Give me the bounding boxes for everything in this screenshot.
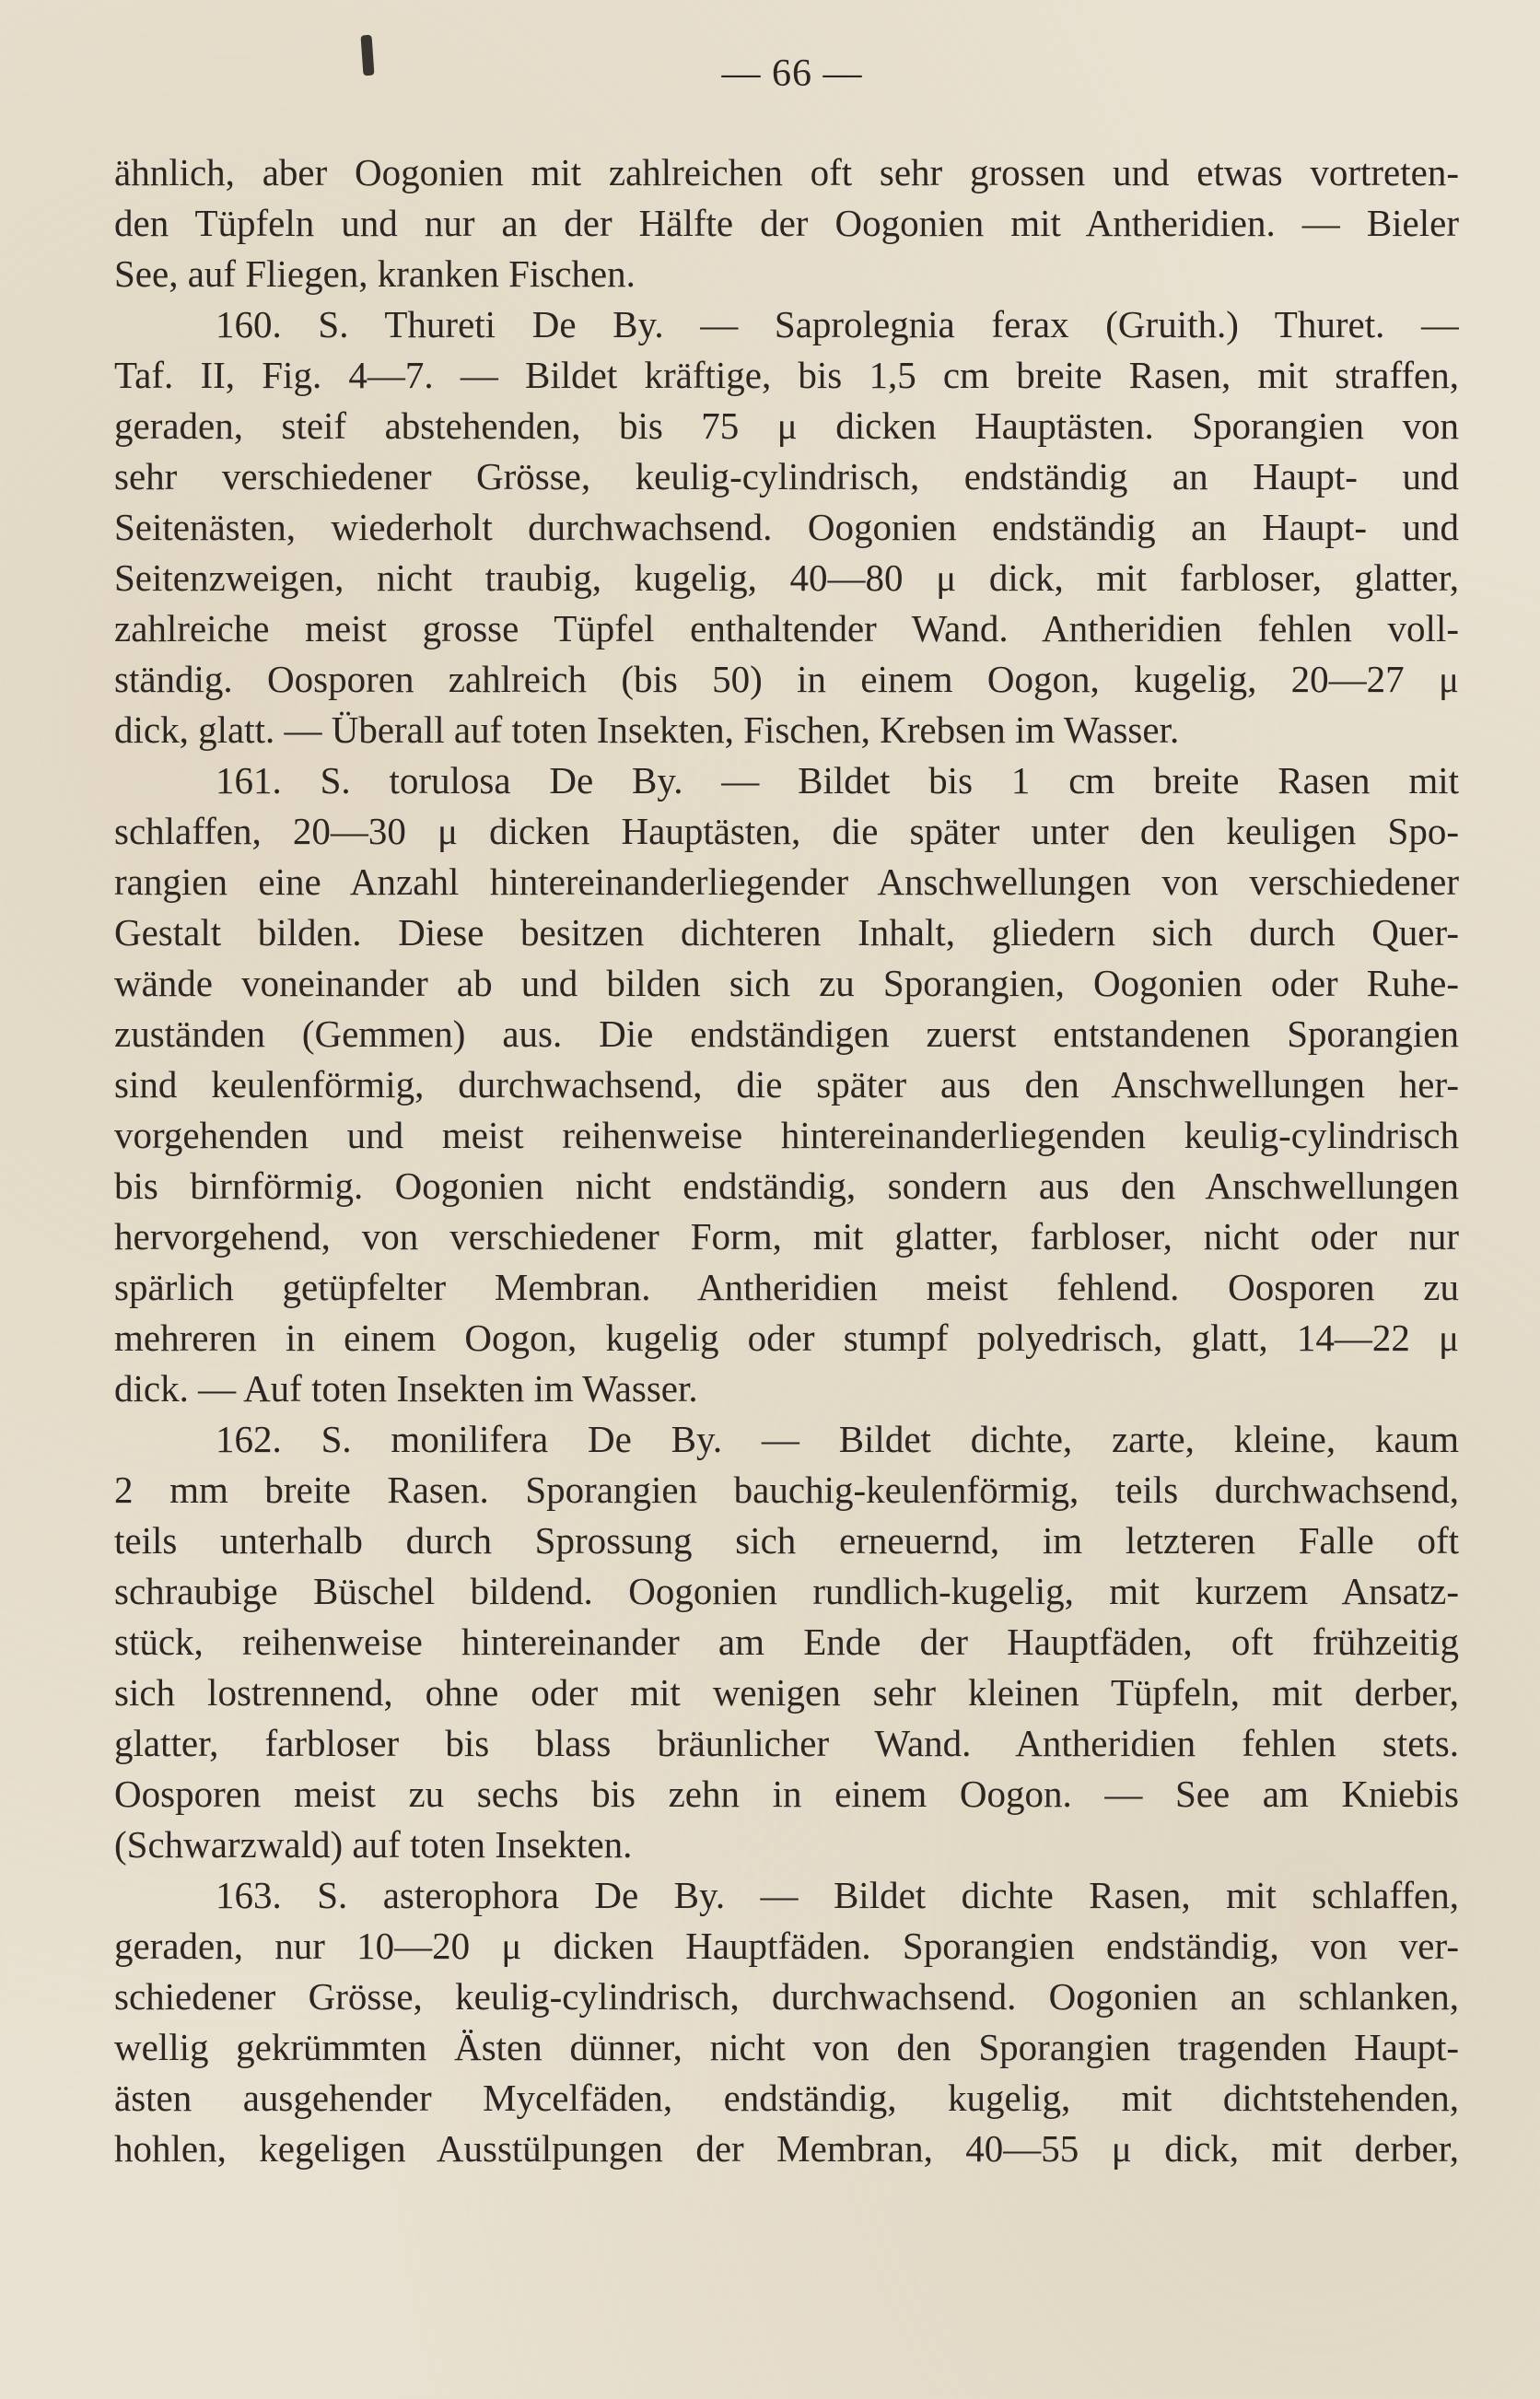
text-line: ständig. Oosporen zahlreich (bis 50) in einem Oogon, kugelig, 20—27 μ <box>114 658 1459 700</box>
text-line: geraden, nur 10—20 μ dicken Hauptfäden. Sporangien endständig, von ver- <box>114 1925 1459 1967</box>
text-line: ähnlich, aber Oogonien mit zahlreichen oft sehr grossen und etwas vortreten- <box>114 151 1459 193</box>
text-line: 2 mm breite Rasen. Sporangien bauchig-keulenförmig, teils durchwachsend, <box>114 1469 1459 1511</box>
text-line: Taf. II, Fig. 4—7. — Bildet kräftige, bis 1,5 cm breite Rasen, mit straffen, <box>114 354 1459 396</box>
text-line: hohlen, kegeligen Ausstülpungen der Membran, 40—55 μ dick, mit derber, <box>114 2127 1459 2170</box>
text-line: glatter, farbloser bis blass bräunlicher Wand. Antheridien fehlen stets. <box>114 1722 1459 1764</box>
text-line: rangien eine Anzahl hintereinanderliegender Anschwellungen von verschiedener <box>114 860 1459 903</box>
text-line: mehreren in einem Oogon, kugelig oder stumpf polyedrisch, glatt, 14—22 μ <box>114 1317 1459 1359</box>
text-line: teils unterhalb durch Sprossung sich erneuernd, im letzteren Falle oft <box>114 1519 1459 1562</box>
text-line: sich lostrennend, ohne oder mit wenigen sehr kleinen Tüpfeln, mit derber, <box>114 1671 1459 1714</box>
text-line: (Schwarzwald) auf toten Insekten. <box>114 1823 633 1866</box>
page-number: — 66 — <box>721 53 863 95</box>
text-line: dick. — Auf toten Insekten im Wasser. <box>114 1367 698 1410</box>
text-line: stück, reihenweise hintereinander am Ende der Hauptfäden, oft frühzeitig <box>114 1621 1459 1663</box>
body-text <box>114 147 1459 2174</box>
entry-160-heading: 160. S. Thureti De By. — Saprolegnia ferax (Gruith.) Thuret. — <box>216 303 1459 345</box>
text-line: bis birnförmig. Oogonien nicht endständig, sondern aus den Anschwellungen <box>114 1164 1459 1207</box>
text-line: spärlich getüpfelter Membran. Antheridien meist fehlend. Oosporen zu <box>114 1266 1459 1308</box>
text-line: dick, glatt. — Überall auf toten Insekten, Fischen, Krebsen im Wasser. <box>114 708 1180 751</box>
text-line: Gestalt bilden. Diese besitzen dichteren Inhalt, gliedern sich durch Quer- <box>114 911 1459 954</box>
entry-163-heading: 163. S. asterophora De By. — Bildet dichte Rasen, mit schlaffen, <box>216 1874 1459 1916</box>
text-line: See, auf Fliegen, kranken Fischen. <box>114 252 636 295</box>
text-line: wände voneinander ab und bilden sich zu Sporangien, Oogonien oder Ruhe- <box>114 962 1459 1004</box>
text-line: den Tüpfeln und nur an der Hälfte der Oogonien mit Antheridien. — Bieler <box>114 202 1459 244</box>
text-line: sind keulenförmig, durchwachsend, die später aus den Anschwellungen her- <box>114 1063 1459 1106</box>
text-line: vorgehenden und meist reihenweise hintereinanderliegenden keulig-cylindrisch <box>114 1114 1459 1156</box>
text-line: sehr verschiedener Grösse, keulig-cylindrisch, endständig an Haupt- und <box>114 455 1459 497</box>
text-line: zahlreiche meist grosse Tüpfel enthaltender Wand. Antheridien fehlen voll- <box>114 607 1459 649</box>
text-line: hervorgehend, von verschiedener Form, mit glatter, farbloser, nicht oder nur <box>114 1215 1459 1258</box>
entry-161-heading: 161. S. torulosa De By. — Bildet bis 1 cm breite Rasen mit <box>216 759 1459 802</box>
text-line: schlaffen, 20—30 μ dicken Hauptästen, die später unter den keuligen Spo- <box>114 810 1459 852</box>
entry-162-heading: 162. S. monilifera De By. — Bildet dichte, zarte, kleine, kaum <box>216 1418 1459 1460</box>
text-line: wellig gekrümmten Ästen dünner, nicht von den Sporangien tragenden Haupt- <box>114 2026 1459 2068</box>
text-line: ästen ausgehender Mycelfäden, endständig, kugelig, mit dichtstehenden, <box>114 2077 1459 2119</box>
text-line: Oosporen meist zu sechs bis zehn in einem Oogon. — See am Kniebis <box>114 1773 1459 1815</box>
text-line: schiedener Grösse, keulig-cylindrisch, durchwachsend. Oogonien an schlanken, <box>114 1975 1459 2018</box>
text-line: Seitenästen, wiederholt durchwachsend. Oogonien endständig an Haupt- und <box>114 506 1459 548</box>
text-line: geraden, steif abstehenden, bis 75 μ dicken Hauptästen. Sporangien von <box>114 404 1459 447</box>
text-line: schraubige Büschel bildend. Oogonien rundlich-kugelig, mit kurzem Ansatz- <box>114 1570 1459 1612</box>
text-line: Seitenzweigen, nicht traubig, kugelig, 40—80 μ dick, mit farbloser, glatter, <box>114 556 1459 599</box>
text-line: zuständen (Gemmen) aus. Die endständigen zuerst entstandenen Sporangien <box>114 1012 1459 1055</box>
